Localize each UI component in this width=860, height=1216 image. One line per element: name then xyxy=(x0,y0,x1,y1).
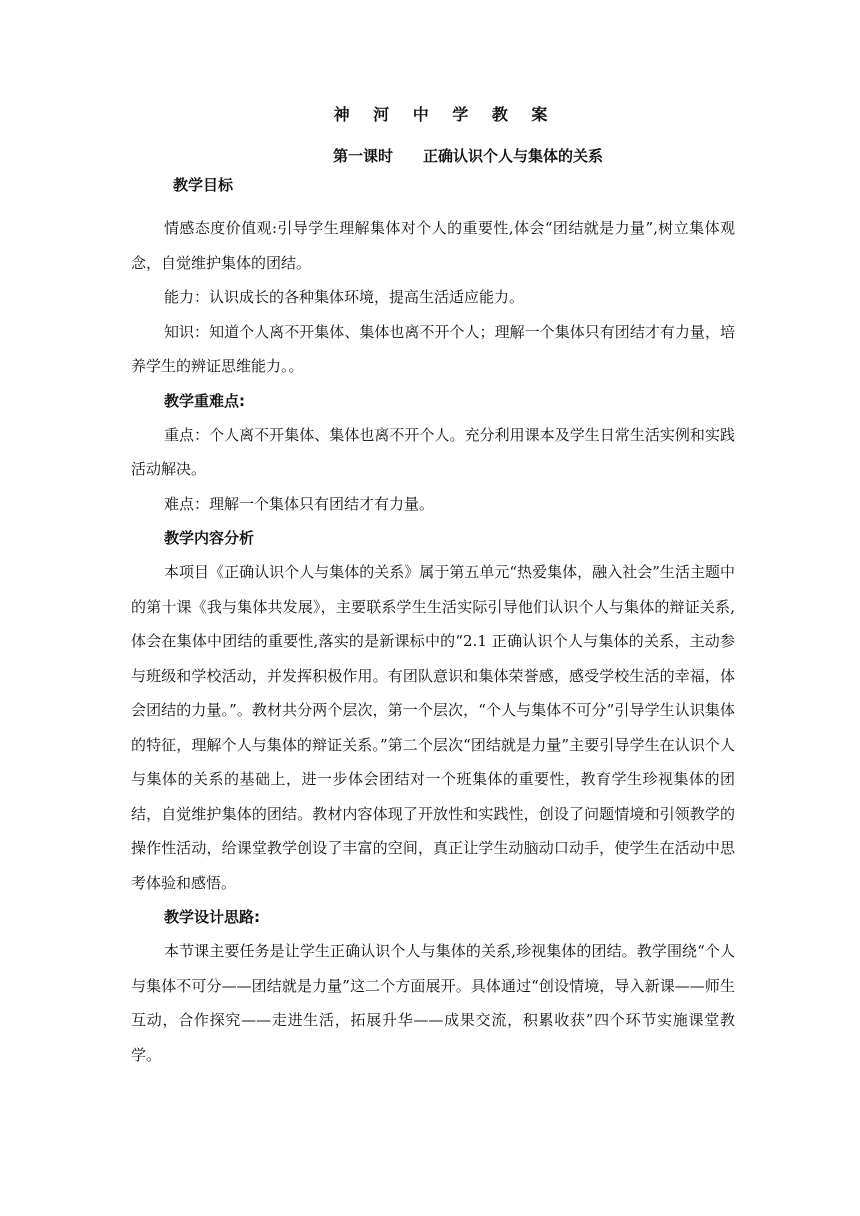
lesson-topic: 正确认识个人与集体的关系 xyxy=(423,147,604,165)
design-approach-heading: 教学设计思路: xyxy=(164,908,260,926)
goal-ability-paragraph: 能力：认识成长的各种集体环境，提高生活适应能力。 xyxy=(164,288,525,306)
lesson-number: 第一课时 xyxy=(332,147,393,165)
content-analysis-heading: 教学内容分析 xyxy=(164,529,255,547)
focus-paragraph: 重点：个人离不开集体、集体也离不开个人。充分利用课本及学生日常生活实例和实践活动解决。 xyxy=(131,425,735,478)
difficulty-paragraph: 难点：理解一个集体只有团结才有力量。 xyxy=(164,494,435,513)
key-points-heading: 教学重难点: xyxy=(164,391,245,410)
goal-emotion-paragraph: 情感态度价值观:引导学生理解集体对个人的重要性,体会“团结就是力量”,树立集体观念，自觉维护集体的团结。 xyxy=(131,219,735,272)
school-title: 神 河 中 学 教 案 xyxy=(333,105,557,124)
design-approach-paragraph: 本节课主要任务是让学生正确认识个人与集体的关系,珍视集体的团结。教学围绕“个人与集体不可分——团结就是力量”这二个方面展开。具体通过“创设情境，导入新课——师生互动，合作探究——走进生活，拓展升华——成果交流，积累收获”四个环节实施课堂教学。 xyxy=(131,942,735,1064)
document-content xyxy=(131,103,735,1072)
goals-heading: 教学目标 xyxy=(173,176,234,194)
goal-knowledge-paragraph: 知识：知道个人离不开集体、集体也离不开个人；理解一个集体只有团结才有力量，培养学生的辨证思维能力。。 xyxy=(131,322,735,375)
content-analysis-paragraph: 本项目《正确认识个人与集体的关系》属于第五单元“热爱集体，融入社会”生活主题中的第十课《我与集体共发展》，主要联系学生生活实际引导他们认识个人与集体的辩证关系,体会在集体中团结的重要性,落实的是新课标中的“2.1 正确认识个人与集体的关系，主动参与班级和学校活动，并发挥积极作用。有团队意识和集体荣誉感，感受学校生活的幸福，体会团结的力量。”。教材共分两个层次，第一个层次，“个人与集体不可分”引导学生认识集体的特征，理解个人与集体的辩证关系。”第二个层次“团结就是力量”主要引导学生在认识个人与集体的关系的基础上，进一步体会团结对一个班集体的重要性，教育学生珍视集体的团结，自觉维护集体的团结。教材内容体现了开放性和实践性，创设了问题情境和引领教学的操作性活动，给课堂教学创设了丰富的空间，真正让学生动脑动口动手，使学生在活动中思考体验和感悟。 xyxy=(131,563,735,892)
lesson-title xyxy=(131,145,735,167)
